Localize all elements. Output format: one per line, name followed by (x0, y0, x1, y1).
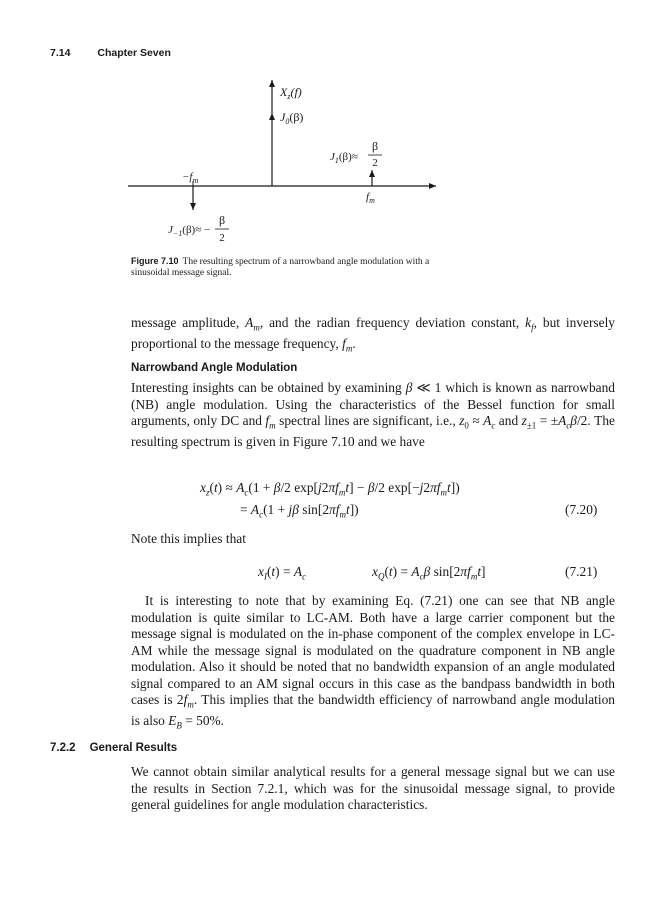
figure-caption (131, 256, 451, 279)
caption-text: The resulting spectrum of a narrowband angle modulation with a sinusoidal message signal. (131, 257, 430, 278)
header-section-number: 7.14 (50, 47, 71, 59)
equation-number-7-20: (7.20) (565, 502, 598, 517)
label-xz-of-f: $X_z(f)$ (280, 85, 302, 101)
equation-7-20-line-1: $x_z(t) \approx A_c(1 + \beta/2$ $\exp[j2\pi f_mt] - \beta/2$ $\exp[-j2\pi f_mt]$) (200, 480, 460, 498)
section-heading-general-results (50, 742, 177, 754)
label-j1: $J_1(\beta)\approx$ (330, 151, 358, 165)
header-chapter-title: Chapter Seven (97, 47, 171, 59)
paragraph-message-amplitude: message amplitude, $A_m$, and the radian frequency deviation constant, $k_f$, but inversely proportional to the message frequency, $f_m$. (131, 315, 615, 354)
section-title: General Results (89, 742, 178, 754)
label-j0: $J_0(\beta)$ (280, 110, 304, 126)
spectrum-figure (0, 0, 664, 260)
label-j1-denominator: 2 (372, 157, 378, 169)
equation-7-21-in-phase: $x_I(t) = A_c$ (258, 564, 307, 582)
equation-7-21-quadrature: $x_Q(t) = A_c\beta$ $\sin[2\pi f_mt]$ (372, 564, 486, 582)
equation-7-20-line-2: = $A_c(1 + j\beta$ $\sin[2\pi f_mt]$) (240, 502, 359, 520)
label-jm1-denominator: 2 (219, 232, 225, 244)
paragraph-nb-vs-lcam: It is interesting to note that by examining Eq. (7.21) one can see that NB angle modulation is quite similar to LC-AM. Both have a large carrier component but the message signal is modulated on the in-phase component of the complex envelope in LC-AM while the message signal is modulated on the quadrature component in NB angle modulation. Also it should be noted that no bandwidth expansion of an angle modulated signal compared to an AM signal occurs in this case as the bandpass bandwidth in both cases is $2f_m$. This implies that the bandwidth efficiency of narrowband angle modulation is also $E_B = 50\%$. (131, 593, 615, 731)
label-j-minus-1: $J_{-1}(\beta)\approx$ − (168, 224, 211, 238)
equation-number-7-21: (7.21) (565, 564, 598, 579)
label-jm1-numerator: β (218, 213, 226, 227)
paragraph-narrowband-insights: Interesting insights can be obtained by examining β ≪ 1 which is known as narrowband (NB) angle modulation. Using the characteristics of the Bessel function for small arguments, only DC and $f_m$ spectral lines are significant, i.e., $z_0 \approx A_c$ and $z_{\pm 1} = \pm A_c\beta/2$. The resulting spectrum is given in Figure 7.10 and we have (131, 380, 615, 450)
label-j1-numerator: β (371, 139, 379, 153)
section-number: 7.2.2 (50, 742, 76, 754)
label-negative-fm: $-f_m$ (182, 171, 199, 185)
caption-label: Figure 7.10 (131, 256, 179, 266)
paragraph-note-implies: Note this implies that (131, 531, 246, 546)
paragraph-general-results: We cannot obtain similar analytical results for a general message signal but we can use the results in Section 7.2.1, which was for the sinusoidal message signal, to provide general guidelines for angle modulation characteristics. (131, 764, 615, 812)
label-positive-fm: $f_m$ (366, 191, 375, 205)
heading-narrowband-angle-modulation: Narrowband Angle Modulation (131, 362, 298, 374)
